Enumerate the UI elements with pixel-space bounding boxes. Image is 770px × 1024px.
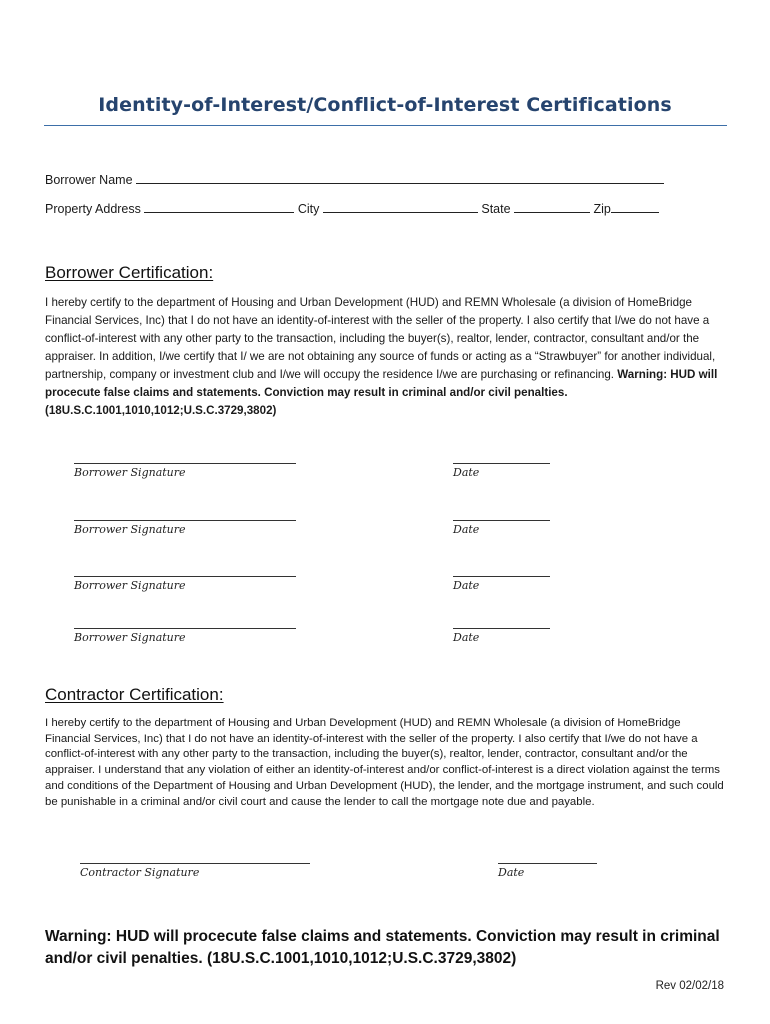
contractor-certification-heading: Contractor Certification: — [45, 685, 224, 704]
borrower-certification-body: I hereby certify to the department of Housing and Urban Development (HUD) and REMN Wholesale (a division of HomeBridge Financial Services, Inc) that I do not have an identity-of-interest with the seller of the property. I also certify that I/we do not have a conflict-of-interest with any other party to the transaction, including the buyer(s), realtor, lender, contractor, consultant and/or the appraiser. In addition, I/we certify that I/ we are not obtaining any source of funds or acting as a “Strawbuyer” for another individual, partnership, company or investment club and I/we will occupy the residence I/we are purchasing or refinancing. — [45, 296, 716, 381]
revision-date: Rev 02/02/18 — [655, 980, 724, 992]
city-label: City — [297, 202, 320, 216]
state-field[interactable] — [514, 201, 590, 213]
borrower-name-field[interactable] — [136, 172, 664, 184]
borrower-date-1[interactable] — [453, 463, 550, 479]
contractor-signature[interactable] — [80, 863, 310, 879]
borrower-signature-4[interactable] — [74, 628, 296, 644]
page-title: Identity-of-Interest/Conflict-of-Interest Certifications — [98, 94, 672, 116]
borrower-date-4[interactable] — [453, 628, 550, 644]
borrower-name-label: Borrower Name — [45, 173, 133, 187]
borrower-certification-text — [45, 294, 727, 420]
borrower-warning: Warning: HUD will procecute false claims and statements. Conviction may result in criminal and/or civil penalties. (18U.S.C.1001,1010,1012;U.S.C.3729,3802) — [45, 368, 718, 417]
penalty-warning: Warning: HUD will procecute false claims and statements. Conviction may result in criminal and/or civil penalties. (18U.S.C.1001,1010,1012;U.S.C.3729,3802) — [45, 928, 720, 967]
date-label: Date — [498, 866, 525, 879]
state-label: State — [481, 202, 511, 216]
property-address-field[interactable] — [144, 201, 294, 213]
property-address-row — [45, 201, 659, 216]
date-label: Date — [453, 631, 480, 644]
borrower-name-row — [45, 172, 664, 187]
date-label: Date — [453, 523, 480, 536]
borrower-certification-heading: Borrower Certification: — [45, 263, 214, 282]
borrower-signature-3[interactable] — [74, 576, 296, 592]
borrower-date-2[interactable] — [453, 520, 550, 536]
borrower-signature-2[interactable] — [74, 520, 296, 536]
borrower-signature-label: Borrower Signature — [74, 466, 186, 479]
zip-field[interactable] — [611, 201, 659, 213]
borrower-signature-label: Borrower Signature — [74, 523, 186, 536]
date-label: Date — [453, 466, 480, 479]
contractor-certification-text: I hereby certify to the department of Housing and Urban Development (HUD) and REMN Wholesale (a division of HomeBridge Financial Services, Inc) that I do not have an identity-of-interest with the seller of the property. I also certify that I/we do not have a conflict-of-interest with any other party to the transaction, including the buyer(s), realtor, lender, contractor, consultant and/or the appraiser. I understand that any violation of either an identity-of-interest and/or conflict-of-interest is a direct violation against the terms and conditions of the Department of Housing and Urban Development (HUD), the lender, and the mortgage instrument, and such could be punishable in a criminal and/or civil court and cause the lender to call the mortgage note due and payable. — [45, 717, 724, 808]
zip-label: Zip — [593, 202, 611, 216]
borrower-signature-label: Borrower Signature — [74, 579, 186, 592]
date-label: Date — [453, 579, 480, 592]
title-divider — [44, 125, 727, 126]
contractor-signature-label: Contractor Signature — [80, 866, 200, 879]
property-address-label: Property Address — [45, 202, 141, 216]
borrower-signature-label: Borrower Signature — [74, 631, 186, 644]
city-field[interactable] — [323, 201, 478, 213]
borrower-date-3[interactable] — [453, 576, 550, 592]
contractor-date[interactable] — [498, 863, 597, 879]
borrower-signature-1[interactable] — [74, 463, 296, 479]
